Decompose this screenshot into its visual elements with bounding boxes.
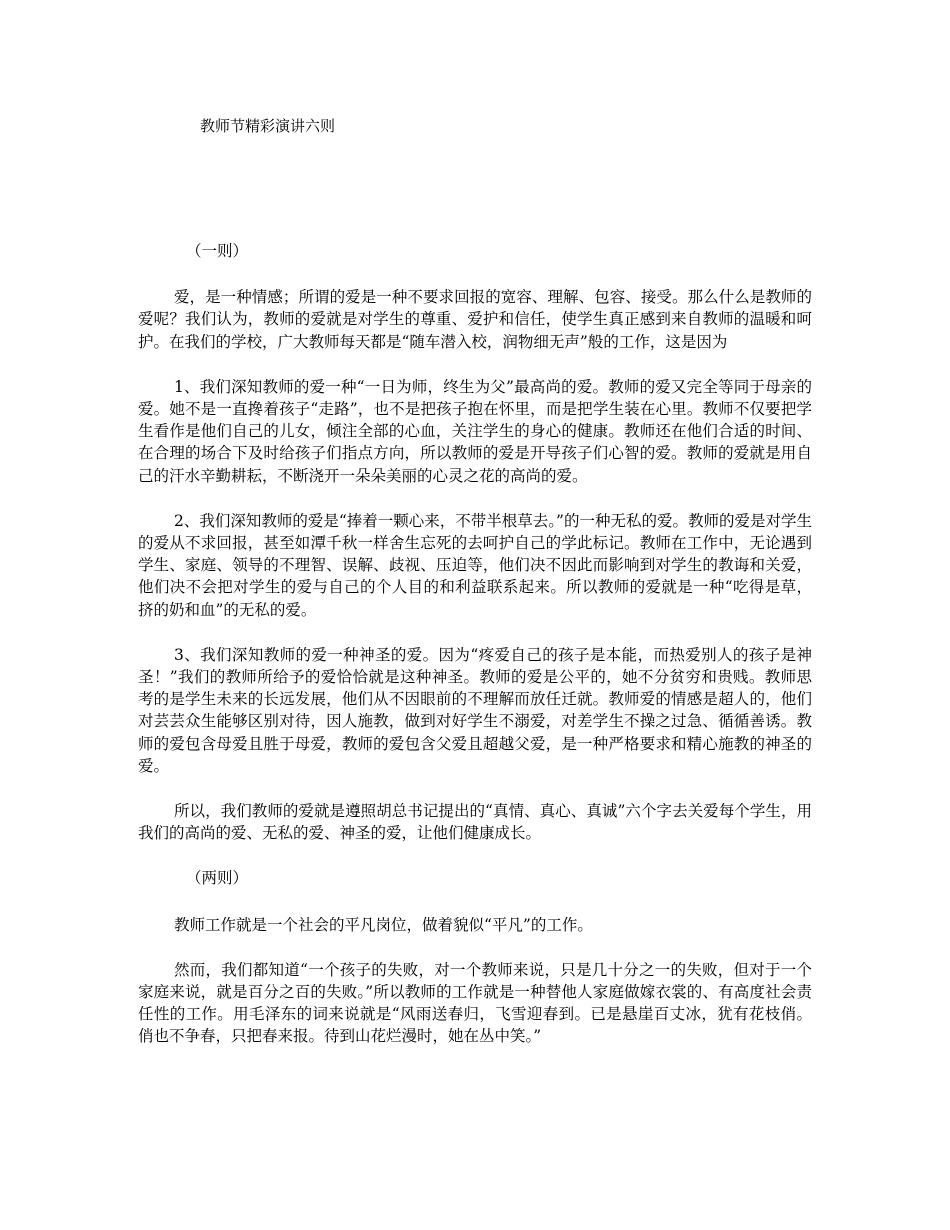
paragraph-point-3: 3、我们深知教师的爱一种神圣的爱。因为“疼爱自己的孩子是本能，而热爱别人的孩子是神圣！”我们的教师所给予的爱恰恰就是这种神圣。教师的爱是公平的，她不分贫穷和贵贱。教师思考的是学生未来的长远发展，他们从不因眼前的不理解而放任迁就。教师爱的情感是超人的，他们对芸芸众生能够区别对待，因人施教，做到对好学生不溺爱，对差学生不操之过急、循循善诱。教师的爱包含母爱且胜于母爱，教师的爱包含父爱且超越父爱，是一种严格要求和精心施教的神圣的爱。	[138, 645, 812, 775]
document-title: 教师节精彩演讲六则	[200, 117, 336, 135]
paragraph-point-1: 1、我们深知教师的爱一种“一日为师，终生为父”最高尚的爱。教师的爱又完全等同于母亲的爱。她不是一直搀着孩子“走路”，也不是把孩子抱在怀里，而是把学生装在心里。教师不仅要把学生看作是他们自己的儿女，倾注全部的心血，关注学生的身心的健康。教师还在他们合适的时间、在合理的场合下及时给孩子们指点方向，所以教师的爱是开导孩子们心智的爱。教师的爱就是用自己的汗水辛勤耕耘，不断浇开一朵朵美丽的心灵之花的高尚的爱。	[138, 377, 812, 485]
paragraph-point-2: 2、我们深知教师的爱是“捧着一颗心来，不带半根草去。”的一种无私的爱。教师的爱是对学生的爱从不求回报，甚至如潭千秋一样舍生忘死的去呵护自己的学此标记。教师在工作中，无论遇到学生、家庭、领导的不理智、误解、歧视、压迫等，他们决不因此而影响到对学生的教诲和关爱，他们决不会把对学生的爱与自己的个人目的和利益联系起来。所以教师的爱就是一种“吃得是草，挤的奶和血”的无私的爱。	[138, 511, 812, 619]
paragraph-responsibility: 然而，我们都知道“一个孩子的失败，对一个教师来说，只是几十分之一的失败，但对于一个家庭来说，就是百分之百的失败。”所以教师的工作就是一种替他人家庭做嫁衣裳的、有高度社会责任性的工作。用毛泽东的词来说就是“风雨送春归，飞雪迎春到。已是悬崖百丈冰，犹有花枝俏。俏也不争春，只把春来报。待到山花烂漫时，她在丛中笑。”	[138, 960, 812, 1046]
section-heading-1: （一则）	[186, 242, 249, 260]
paragraph-love-definition: 爱，是一种情感；所谓的爱是一种不要求回报的宽容、理解、包容、接受。那么什么是教师的爱呢？我们认为，教师的爱就是对学生的尊重、爱护和信任，使学生真正感到来自教师的温暖和呵护。在我们的学校，广大教师每天都是“随车潜入校，润物细无声”般的工作，这是因为	[138, 288, 812, 351]
section-heading-2: （两则）	[186, 869, 249, 888]
paragraph-conclusion: 所以，我们教师的爱就是遵照胡总书记提出的“真情、真心、真诚”六个字去关爱每个学生，用我们的高尚的爱、无私的爱、神圣的爱，让他们健康成长。	[138, 802, 812, 843]
paragraph-ordinary-work: 教师工作就是一个社会的平凡岗位，做着貌似“平凡”的工作。	[174, 915, 593, 934]
document-body	[138, 240, 812, 1071]
